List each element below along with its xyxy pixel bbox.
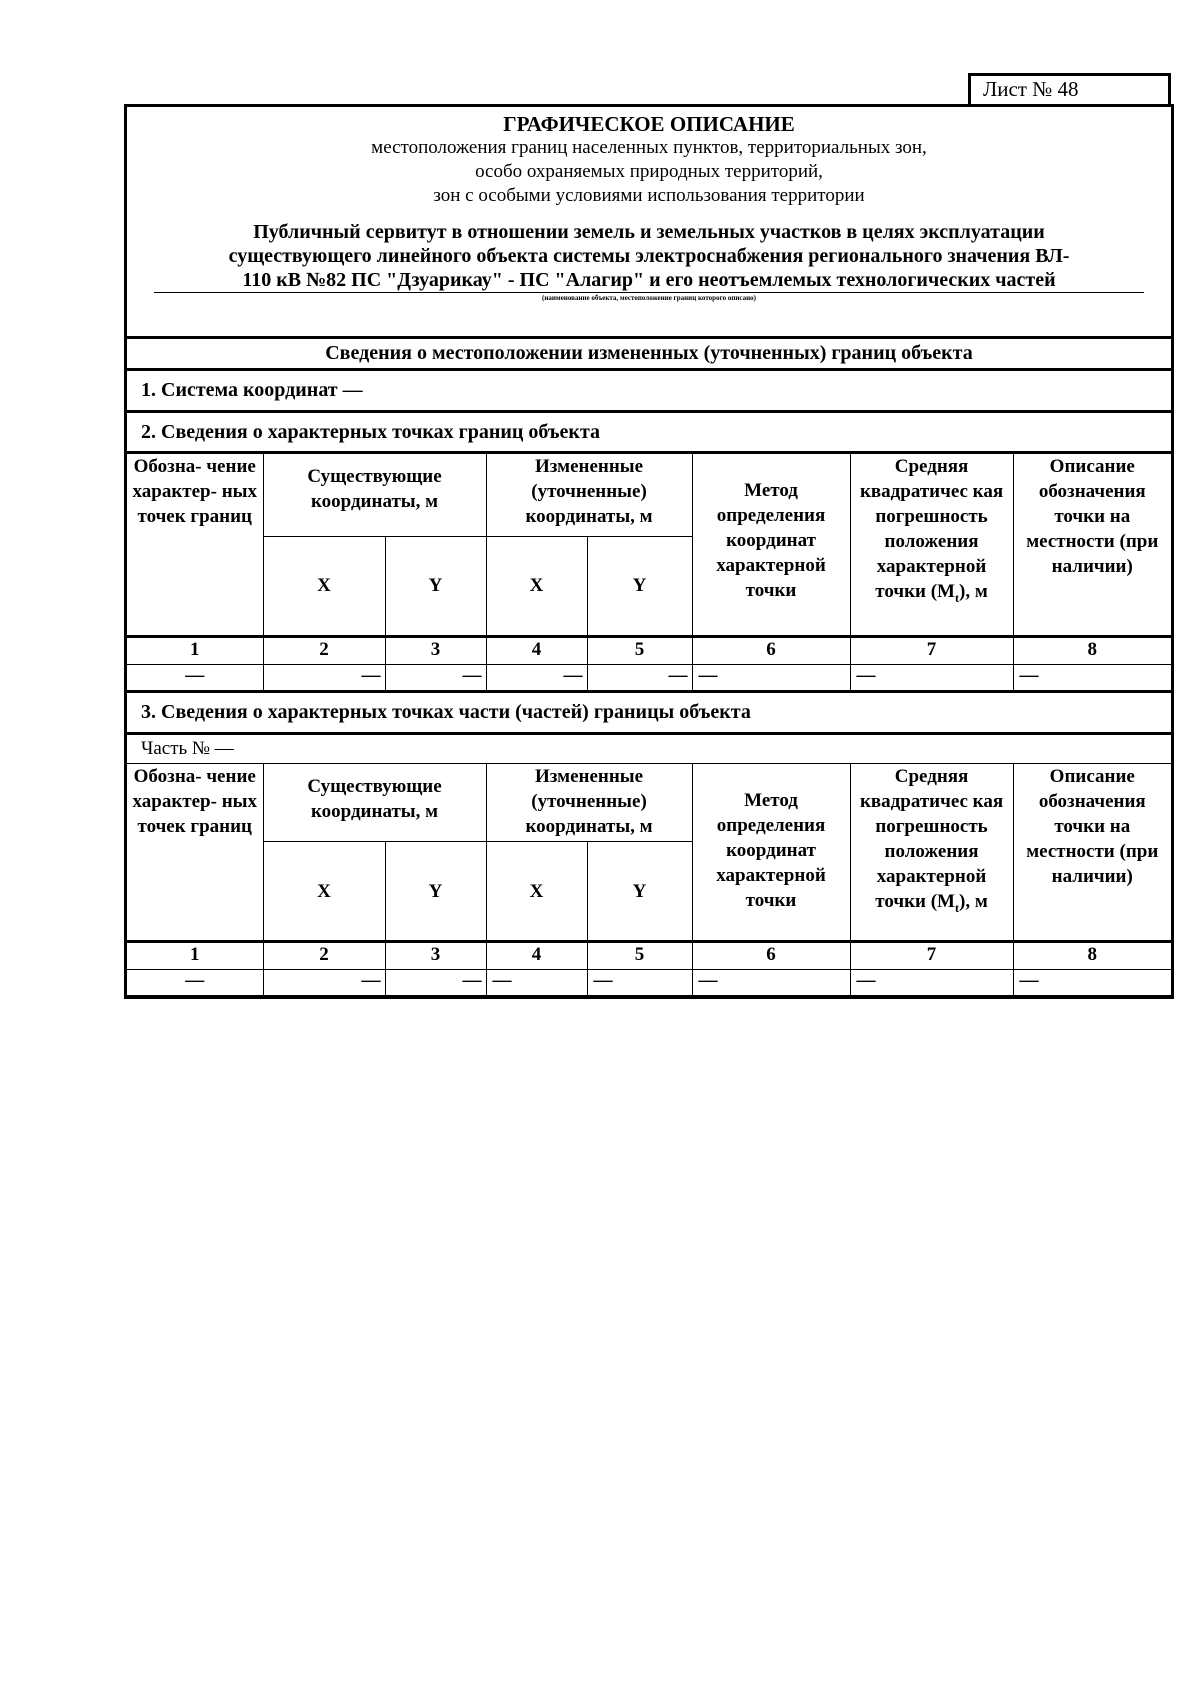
cell-changed-y: — xyxy=(587,664,692,691)
col-existing-coords: Существующие координаты, м xyxy=(263,764,486,842)
col-error-text: Средняя квадратичес кая погрешность положения характерной точки (M xyxy=(859,456,1004,602)
object-name-line-1: Публичный сервитут в отношении земель и земельных участков в целях эксплуатации xyxy=(253,221,1045,243)
col-existing-x: X xyxy=(263,842,385,942)
col-error-subscript: t xyxy=(955,900,959,915)
cell-designation: — xyxy=(127,664,263,691)
cell-existing-y: — xyxy=(385,970,486,996)
col-num-4: 4 xyxy=(486,636,587,664)
col-num-8: 8 xyxy=(1013,636,1171,664)
col-method: Метод определения координат характерной точки xyxy=(692,764,850,942)
document-title: ГРАФИЧЕСКОЕ ОПИСАНИЕ xyxy=(503,112,795,136)
document-header xyxy=(127,107,1171,339)
column-numbers-row xyxy=(127,942,1171,970)
document-frame xyxy=(124,104,1174,999)
col-num-6: 6 xyxy=(692,942,850,970)
cell-designation: — xyxy=(127,970,263,996)
col-existing-y: Y xyxy=(385,842,486,942)
section3-title: 3. Сведения о характерных точках части (частей) границы объекта xyxy=(127,693,1171,735)
col-description: Описание обозначения точки на местности (при наличии) xyxy=(1013,764,1171,942)
col-existing-y: Y xyxy=(385,536,486,636)
cell-changed-x: — xyxy=(486,970,587,996)
col-error xyxy=(850,764,1013,942)
col-changed-coords: Измененные (уточненные) координаты, м xyxy=(486,764,692,842)
col-description: Описание обозначения точки на местности (при наличии) xyxy=(1013,454,1171,636)
col-existing-x: X xyxy=(263,536,385,636)
cell-error: — xyxy=(850,970,1013,996)
col-changed-y: Y xyxy=(587,842,692,942)
col-num-7: 7 xyxy=(850,636,1013,664)
points-table xyxy=(127,454,1171,693)
col-changed-x: X xyxy=(486,842,587,942)
col-changed-coords: Измененные (уточненные) координаты, м xyxy=(486,454,692,536)
cell-method: — xyxy=(692,970,850,996)
col-num-1: 1 xyxy=(127,942,263,970)
col-designation: Обозна- чение характер- ных точек границ xyxy=(127,454,263,636)
col-designation: Обозна- чение характер- ных точек границ xyxy=(127,764,263,942)
col-error-unit: ), м xyxy=(959,581,988,602)
col-method: Метод определения координат характерной точки xyxy=(692,454,850,636)
col-changed-x: X xyxy=(486,536,587,636)
table-row xyxy=(127,664,1171,691)
col-error-text: Средняя квадратичес кая погрешность положения характерной точки (M xyxy=(859,765,1004,912)
object-name-line-3: 110 кВ №82 ПС "Дзуарикау" - ПС "Алагир" и его неотъемлемых технологических частей xyxy=(242,269,1056,291)
cell-description: — xyxy=(1013,664,1171,691)
cell-description: — xyxy=(1013,970,1171,996)
col-num-7: 7 xyxy=(850,942,1013,970)
table-row xyxy=(127,970,1171,996)
section-title: Сведения о местоположении измененных (уточненных) границ объекта xyxy=(127,339,1171,371)
cell-error: — xyxy=(850,664,1013,691)
object-name-caption: (наименование объекта, местоположение границ которого описано) xyxy=(542,294,756,302)
cell-existing-x: — xyxy=(263,664,385,691)
cell-existing-y: — xyxy=(385,664,486,691)
section2-title: 2. Сведения о характерных точках границ объекта xyxy=(127,413,1171,454)
col-existing-coords: Существующие координаты, м xyxy=(263,454,486,536)
cell-existing-x: — xyxy=(263,970,385,996)
subtitle-line-1: местоположения границ населенных пунктов, территориальных зон, xyxy=(371,137,927,158)
sheet-number-label: Лист № 48 xyxy=(983,77,1079,101)
section1-coordinate-system: 1. Система координат — xyxy=(127,371,1171,413)
cell-changed-y: — xyxy=(587,970,692,996)
subtitle-line-3: зон с особыми условиями использования территории xyxy=(433,185,865,206)
col-num-5: 5 xyxy=(587,636,692,664)
col-error-subscript: t xyxy=(955,590,959,605)
col-num-3: 3 xyxy=(385,942,486,970)
col-num-8: 8 xyxy=(1013,942,1171,970)
col-num-2: 2 xyxy=(263,942,385,970)
col-num-2: 2 xyxy=(263,636,385,664)
sheet-number xyxy=(968,73,1171,104)
cell-changed-x: — xyxy=(486,664,587,691)
col-num-1: 1 xyxy=(127,636,263,664)
col-num-4: 4 xyxy=(486,942,587,970)
column-numbers-row xyxy=(127,636,1171,664)
col-num-3: 3 xyxy=(385,636,486,664)
object-name-line-2: существующего линейного объекта системы электроснабжения регионального значения ВЛ- xyxy=(228,245,1070,267)
part-number: Часть № — xyxy=(127,735,1171,764)
cell-method: — xyxy=(692,664,850,691)
col-error-unit: ), м xyxy=(959,890,988,912)
part-points-table xyxy=(127,764,1171,997)
subtitle-line-2: особо охраняемых природных территорий, xyxy=(475,161,823,182)
col-num-5: 5 xyxy=(587,942,692,970)
col-changed-y: Y xyxy=(587,536,692,636)
col-num-6: 6 xyxy=(692,636,850,664)
col-error xyxy=(850,454,1013,636)
